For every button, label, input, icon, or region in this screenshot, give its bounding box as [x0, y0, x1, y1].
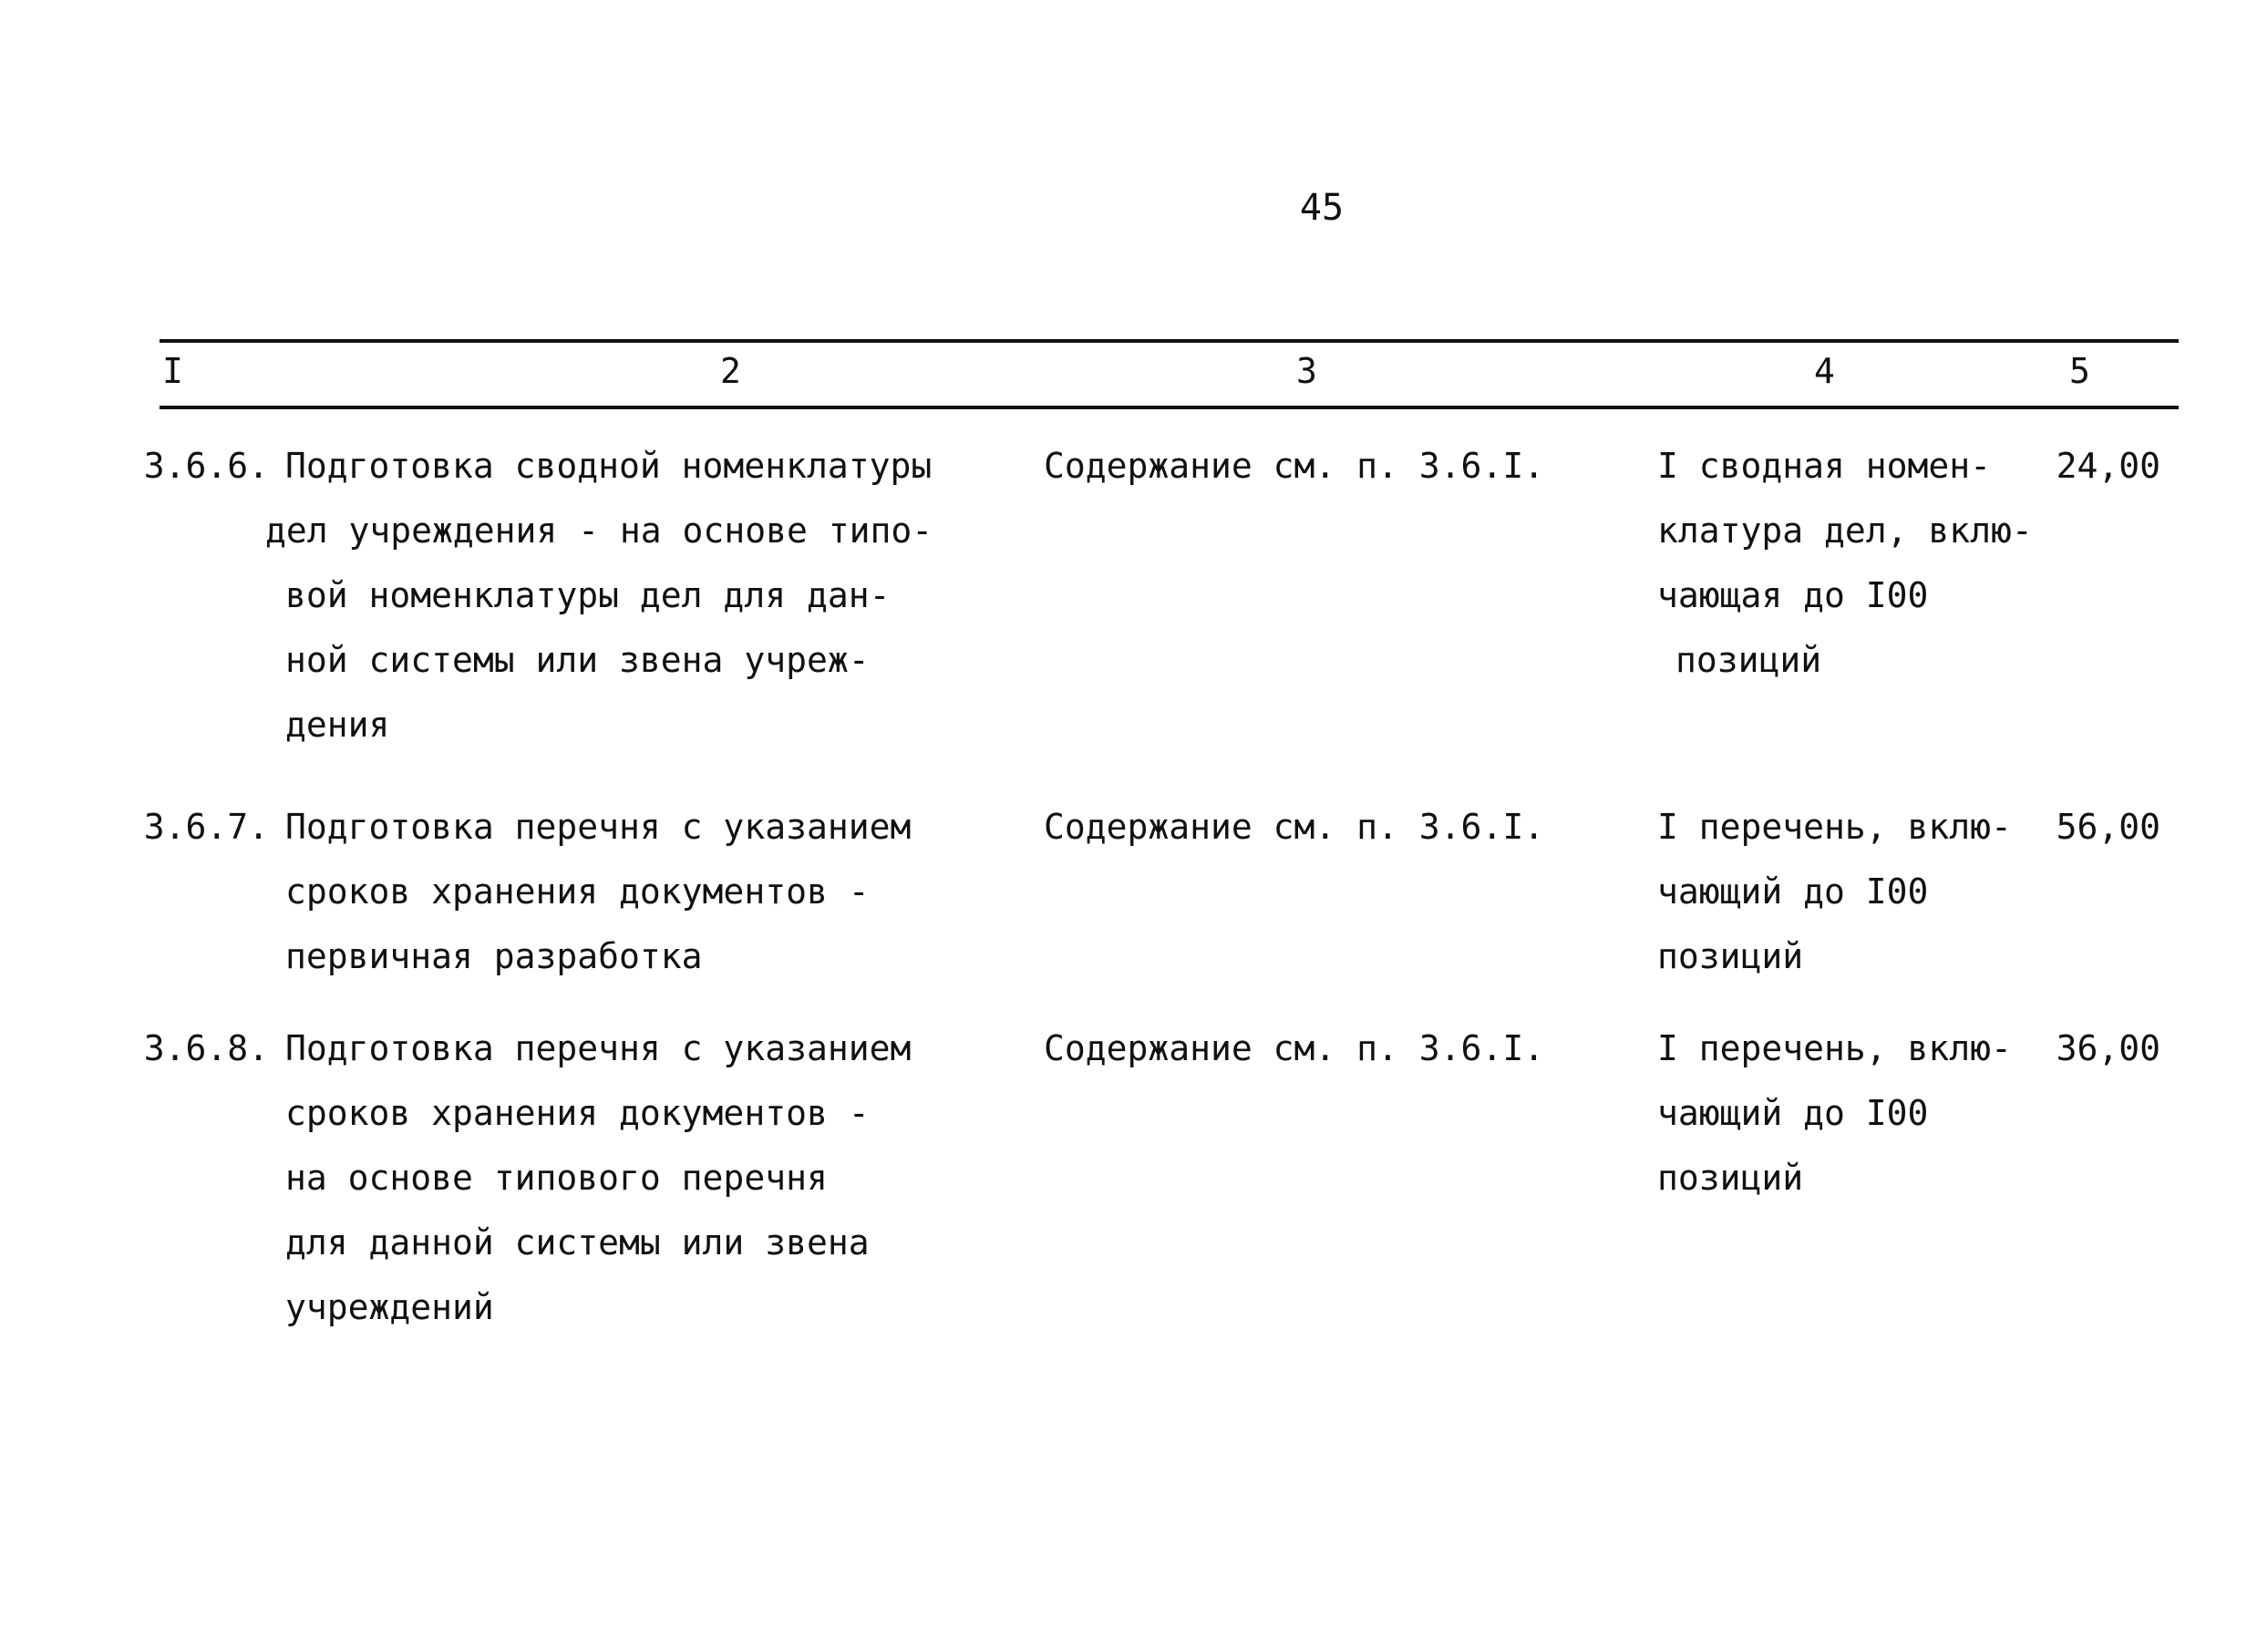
description-line: первичная разработка [285, 936, 703, 976]
work-content: Содержание см. п. 3.6.I. [1044, 1028, 1545, 1068]
row-number: 3.6.6. [143, 446, 269, 486]
unit-line: чающий до I00 [1657, 871, 1929, 912]
description-line: дения [285, 705, 390, 745]
description-line: Подготовка перечня с указанием [285, 1028, 912, 1068]
column-header-5: 5 [2069, 351, 2090, 391]
description-line: ной системы или звена учреж- [285, 640, 870, 680]
unit-line: чающий до I00 [1657, 1093, 1929, 1133]
time-norm: 36,00 [2056, 1028, 2160, 1068]
work-content: Содержание см. п. 3.6.I. [1044, 446, 1545, 486]
column-header-1: I [162, 351, 183, 391]
unit-line: I перечень, вклю- [1657, 807, 2012, 847]
unit-line: чающая до I00 [1657, 575, 1929, 615]
unit-line: позиций [1675, 640, 1822, 680]
description-line: учреждений [285, 1287, 494, 1327]
description-line: дел учреждения - на основе типо- [265, 510, 933, 551]
row-number: 3.6.8. [143, 1028, 269, 1068]
unit-of-measure [1657, 795, 2040, 989]
time-norm: 24,00 [2056, 446, 2160, 486]
row-number: 3.6.7. [143, 807, 269, 847]
table-header-rule [160, 406, 2179, 409]
time-norm: 56,00 [2056, 807, 2160, 847]
unit-line: клатура дел, вклю- [1657, 510, 2033, 551]
description-line: для данной системы или звена [285, 1222, 870, 1263]
unit-line: позиций [1657, 1158, 1804, 1198]
work-description [265, 434, 933, 758]
column-header-3: 3 [1296, 351, 1317, 391]
description-line: Подготовка перечня с указанием [285, 807, 912, 847]
description-line: вой номенклатуры дел для дан- [285, 575, 891, 615]
unit-line: I перечень, вклю- [1657, 1028, 2012, 1068]
work-description [285, 1016, 923, 1340]
work-description [285, 795, 923, 989]
unit-line: позиций [1657, 936, 1804, 976]
unit-of-measure [1657, 1016, 2040, 1211]
page-number: 45 [1299, 187, 1345, 229]
description-line: сроков хранения документов - [285, 1093, 870, 1133]
unit-line: I сводная номен- [1657, 446, 1992, 486]
table-top-rule [160, 339, 2179, 343]
description-line: сроков хранения документов - [285, 871, 870, 912]
column-header-2: 2 [720, 351, 741, 391]
work-content: Содержание см. п. 3.6.I. [1044, 807, 1545, 847]
description-line: Подготовка сводной номенклатуры [285, 446, 933, 486]
column-header-4: 4 [1814, 351, 1835, 391]
description-line: на основе типового перечня [285, 1158, 828, 1198]
unit-of-measure [1657, 434, 2040, 693]
